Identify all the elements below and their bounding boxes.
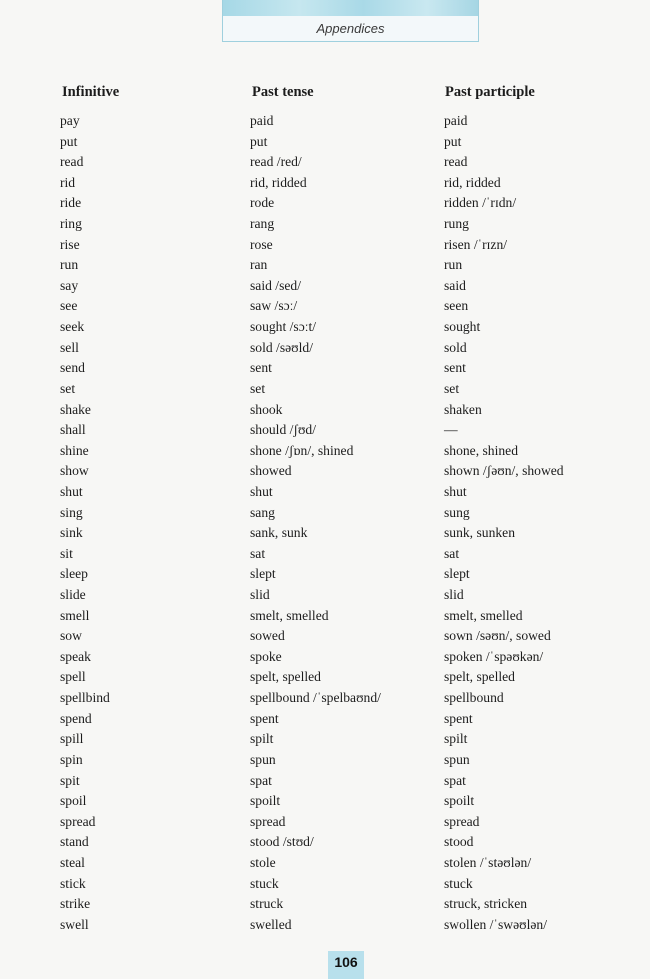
- past-participle-cell: put: [444, 133, 462, 149]
- infinitive-cell: rid: [60, 174, 76, 190]
- past-participle-cell: shown /ʃəʊn/, showed: [444, 463, 564, 479]
- past-tense-cell: spellbound /ˈspelbaʊnd/: [250, 690, 381, 706]
- infinitive-cell: pay: [60, 113, 80, 128]
- past-participle-cell: shut: [444, 483, 467, 499]
- past-tense-cell: struck: [250, 896, 284, 912]
- infinitive-cell: rise: [60, 236, 80, 252]
- past-participle-cell: sought: [444, 319, 481, 335]
- past-participle-cell: stolen /ˈstəʊlən/: [444, 854, 532, 870]
- past-participle-cell: sunk, sunken: [444, 525, 515, 541]
- past-participle-cell: spat: [444, 772, 466, 788]
- infinitive-cell: seek: [60, 319, 85, 335]
- past-participle-cell: slept: [444, 566, 470, 582]
- infinitive-cell: sell: [60, 339, 79, 355]
- past-participle-cell: stood: [444, 834, 474, 850]
- infinitive-cell: sing: [60, 504, 83, 520]
- past-participle-cell: risen /ˈrɪzn/: [444, 236, 508, 252]
- infinitive-cell: read: [60, 154, 84, 170]
- infinitive-cell: spin: [60, 751, 83, 767]
- infinitive-cell: ride: [60, 195, 82, 211]
- infinitive-cell: spill: [60, 731, 84, 747]
- past-participle-cell: spilt: [444, 731, 468, 747]
- past-tense-cell: slept: [250, 566, 276, 582]
- header-decorative-band: [223, 0, 478, 16]
- past-tense-cell: shone /ʃɒn/, shined: [250, 442, 354, 458]
- past-participle-cell: slid: [444, 587, 464, 603]
- past-tense-cell: spread: [250, 813, 286, 829]
- infinitive-cell: slide: [60, 587, 86, 603]
- past-tense-cell: shook: [250, 401, 283, 417]
- past-participle-cell: spun: [444, 751, 470, 767]
- past-participle-cell: shaken: [444, 401, 482, 417]
- infinitive-cell: spellbind: [60, 690, 110, 706]
- infinitive-cell: sink: [60, 525, 83, 541]
- past-tense-cell: rode: [250, 195, 275, 211]
- past-tense-cell: read /red/: [250, 154, 302, 170]
- infinitive-cell: stand: [60, 834, 89, 850]
- past-participle-cell: read: [444, 154, 468, 170]
- past-tense-cell: smelt, smelled: [250, 607, 329, 623]
- past-tense-cell: swelled: [250, 916, 292, 932]
- past-tense-cell: put: [250, 133, 268, 149]
- past-tense-cell: rose: [250, 236, 273, 252]
- past-tense-column: [250, 111, 381, 935]
- past-tense-cell: paid: [250, 113, 274, 128]
- past-participle-cell: paid: [444, 113, 468, 128]
- infinitive-cell: shine: [60, 442, 89, 458]
- past-tense-cell: spelt, spelled: [250, 669, 321, 685]
- past-tense-cell: spoke: [250, 648, 282, 664]
- past-participle-cell: rid, ridded: [444, 174, 501, 190]
- past-tense-cell: spent: [250, 710, 279, 726]
- past-tense-cell: spoilt: [250, 793, 281, 809]
- past-tense-cell: rid, ridded: [250, 174, 307, 190]
- past-participle-cell: spent: [444, 710, 473, 726]
- infinitive-cell: sleep: [60, 566, 88, 582]
- past-tense-cell: ran: [250, 257, 268, 273]
- past-tense-cell: stuck: [250, 875, 279, 891]
- past-participle-cell: said: [444, 277, 466, 293]
- past-tense-cell: rang: [250, 216, 275, 232]
- infinitive-cell: sit: [60, 545, 73, 561]
- infinitive-cell: see: [60, 298, 78, 314]
- past-participle-cell: —: [444, 422, 458, 438]
- infinitive-cell: say: [60, 277, 79, 293]
- past-tense-cell: should /ʃʊd/: [250, 422, 316, 438]
- past-participle-cell: sent: [444, 360, 466, 376]
- infinitive-cell: strike: [60, 896, 91, 912]
- past-participle-cell: stuck: [444, 875, 473, 891]
- past-tense-cell: set: [250, 380, 266, 396]
- past-participle-cell: struck, stricken: [444, 896, 528, 912]
- infinitive-cell: speak: [60, 648, 91, 664]
- past-participle-cell: spoken /ˈspəʊkən/: [444, 648, 544, 664]
- infinitive-cell: send: [60, 360, 85, 376]
- infinitive-cell: spit: [60, 772, 80, 788]
- infinitive-cell: sow: [60, 628, 82, 644]
- past-participle-column: [444, 111, 564, 935]
- past-participle-cell: ridden /ˈrɪdn/: [444, 195, 517, 211]
- infinitive-cell: ring: [60, 216, 82, 232]
- past-tense-cell: sowed: [250, 628, 285, 644]
- past-tense-cell: shut: [250, 483, 273, 499]
- past-tense-cell: slid: [250, 587, 270, 603]
- past-tense-cell: sent: [250, 360, 272, 376]
- past-tense-cell: spat: [250, 772, 272, 788]
- infinitive-cell: shut: [60, 483, 83, 499]
- past-participle-cell: set: [444, 380, 460, 396]
- infinitive-cell: spend: [60, 710, 92, 726]
- past-participle-cell: spellbound: [444, 690, 504, 706]
- past-tense-cell: sat: [250, 545, 266, 561]
- past-tense-cell: said /sed/: [250, 277, 301, 293]
- past-participle-cell: shone, shined: [444, 442, 519, 458]
- past-participle-cell: sold: [444, 339, 467, 355]
- infinitive-cell: steal: [60, 854, 85, 870]
- infinitive-cell: run: [60, 257, 79, 273]
- past-participle-cell: sung: [444, 504, 470, 520]
- past-tense-cell: stole: [250, 854, 276, 870]
- past-participle-cell: rung: [444, 216, 469, 232]
- past-tense-cell: stood /stʊd/: [250, 834, 314, 850]
- past-participle-cell: sown /səʊn/, sowed: [444, 628, 551, 644]
- infinitive-cell: smell: [60, 607, 90, 623]
- past-tense-cell: sang: [250, 504, 275, 520]
- past-tense-cell: sought /sɔːt/: [250, 319, 317, 335]
- infinitive-cell: spread: [60, 813, 96, 829]
- section-header-tab: [222, 0, 479, 42]
- infinitive-cell: shake: [60, 401, 91, 417]
- past-participle-cell: seen: [444, 298, 469, 314]
- past-participle-cell: spread: [444, 813, 480, 829]
- infinitive-cell: spoil: [60, 793, 87, 809]
- past-participle-cell: smelt, smelled: [444, 607, 523, 623]
- column-header-past-tense: Past tense: [252, 84, 314, 100]
- past-participle-cell: run: [444, 257, 463, 273]
- infinitive-cell: shall: [60, 422, 86, 438]
- past-participle-cell: spelt, spelled: [444, 669, 515, 685]
- past-tense-cell: showed: [250, 463, 292, 479]
- infinitive-cell: stick: [60, 875, 86, 891]
- column-header-infinitive: Infinitive: [62, 84, 120, 100]
- past-participle-cell: sat: [444, 545, 460, 561]
- past-participle-cell: spoilt: [444, 793, 475, 809]
- section-title: Appendices: [316, 21, 385, 36]
- past-tense-cell: spun: [250, 751, 276, 767]
- page-number: 106: [328, 951, 364, 979]
- infinitive-cell: spell: [60, 669, 86, 685]
- past-tense-cell: saw /sɔː/: [250, 298, 298, 314]
- infinitive-cell: show: [60, 463, 89, 479]
- infinitive-cell: set: [60, 380, 76, 396]
- column-header-past-participle: Past participle: [445, 84, 535, 100]
- past-tense-cell: spilt: [250, 731, 274, 747]
- past-tense-cell: sold /səʊld/: [250, 339, 313, 355]
- infinitive-cell: swell: [60, 916, 89, 932]
- infinitive-column: [60, 111, 110, 935]
- infinitive-cell: put: [60, 133, 78, 149]
- past-tense-cell: sank, sunk: [250, 525, 308, 541]
- past-participle-cell: swollen /ˈswəʊlən/: [444, 916, 547, 932]
